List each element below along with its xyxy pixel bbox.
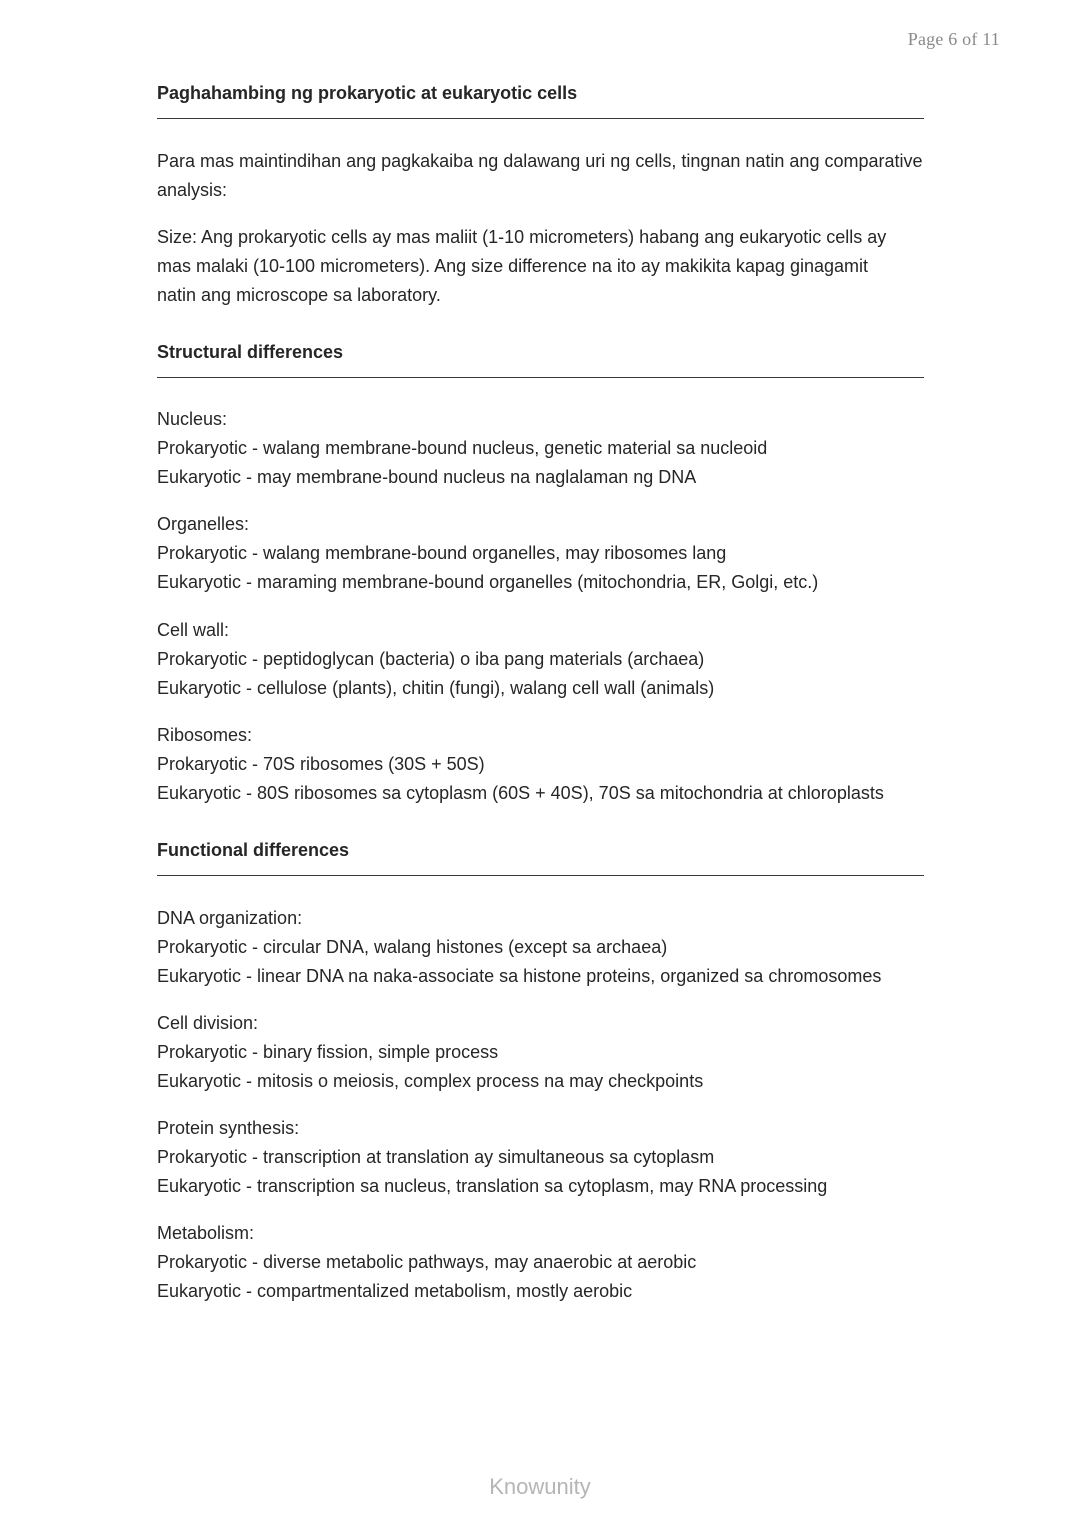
prokaryotic-line: Prokaryotic - binary fission, simple process	[157, 1042, 499, 1062]
eukaryotic-line: Eukaryotic - 80S ribosomes sa cytoplasm (60S + 40S), 70S sa mitochondria at chloroplasts	[157, 783, 884, 803]
prokaryotic-line: Prokaryotic - diverse metabolic pathways, may anaerobic at aerobic	[157, 1252, 697, 1272]
item-title: Protein synthesis:	[157, 1118, 300, 1138]
eukaryotic-line: Eukaryotic - may membrane-bound nucleus na naglalaman ng DNA	[157, 467, 697, 487]
eukaryotic-line: Eukaryotic - compartmentalized metabolism, mostly aerobic	[157, 1281, 633, 1301]
section-heading-functional: Functional differences	[157, 840, 350, 860]
prokaryotic-line: Prokaryotic - circular DNA, walang histones (except sa archaea)	[157, 937, 668, 957]
intro-paragraph: Para mas maintindihan ang pagkakaiba ng dalawang uri ng cells, tingnan natin ang comparative analysis:	[157, 151, 923, 200]
heading-divider	[157, 118, 924, 119]
heading-divider	[157, 875, 924, 876]
section-heading-comparison: Paghahambing ng prokaryotic at eukaryotic cells	[157, 83, 578, 103]
item-title: Ribosomes:	[157, 725, 253, 745]
eukaryotic-line: Eukaryotic - linear DNA na naka-associate sa histone proteins, organized sa chromosomes	[157, 966, 882, 986]
item-title: Cell division:	[157, 1013, 259, 1033]
item-title: Cell wall:	[157, 620, 230, 640]
eukaryotic-line: Eukaryotic - transcription sa nucleus, translation sa cytoplasm, may RNA processing	[157, 1176, 828, 1196]
heading-divider	[157, 377, 924, 378]
prokaryotic-line: Prokaryotic - transcription at translation ay simultaneous sa cytoplasm	[157, 1147, 715, 1167]
comparison-item-protein-synthesis	[157, 1114, 924, 1201]
eukaryotic-line: Eukaryotic - cellulose (plants), chitin (fungi), walang cell wall (animals)	[157, 678, 715, 698]
comparison-item-cell-division	[157, 1009, 924, 1096]
prokaryotic-line: Prokaryotic - walang membrane-bound organelles, may ribosomes lang	[157, 543, 727, 563]
comparison-item-organelles	[157, 510, 924, 597]
comparison-item-metabolism	[157, 1219, 924, 1306]
item-title: Nucleus:	[157, 409, 228, 429]
comparison-item-nucleus	[157, 405, 924, 492]
eukaryotic-line: Eukaryotic - mitosis o meiosis, complex process na may checkpoints	[157, 1071, 704, 1091]
comparison-item-dna-organization	[157, 904, 924, 991]
watermark-logo: Knowunity	[489, 1474, 591, 1499]
prokaryotic-line: Prokaryotic - 70S ribosomes (30S + 50S)	[157, 754, 485, 774]
item-title: Organelles:	[157, 514, 250, 534]
comparison-item-ribosomes	[157, 721, 924, 808]
comparison-item-cell-wall	[157, 616, 924, 703]
prokaryotic-line: Prokaryotic - peptidoglycan (bacteria) o iba pang materials (archaea)	[157, 649, 705, 669]
item-title: DNA organization:	[157, 908, 303, 928]
section-heading-structural: Structural differences	[157, 342, 344, 362]
eukaryotic-line: Eukaryotic - maraming membrane-bound organelles (mitochondria, ER, Golgi, etc.)	[157, 572, 819, 592]
size-paragraph: Size: Ang prokaryotic cells ay mas maliit (1-10 micrometers) habang ang eukaryotic cells ay mas malaki (10-100 micrometers). Ang size difference na ito ay makikita kapag ginagamit natin ang microscope sa laboratory.	[157, 227, 887, 305]
page-number: Page 6 of 11	[907, 29, 1000, 49]
item-title: Metabolism:	[157, 1223, 255, 1243]
prokaryotic-line: Prokaryotic - walang membrane-bound nucleus, genetic material sa nucleoid	[157, 438, 768, 458]
